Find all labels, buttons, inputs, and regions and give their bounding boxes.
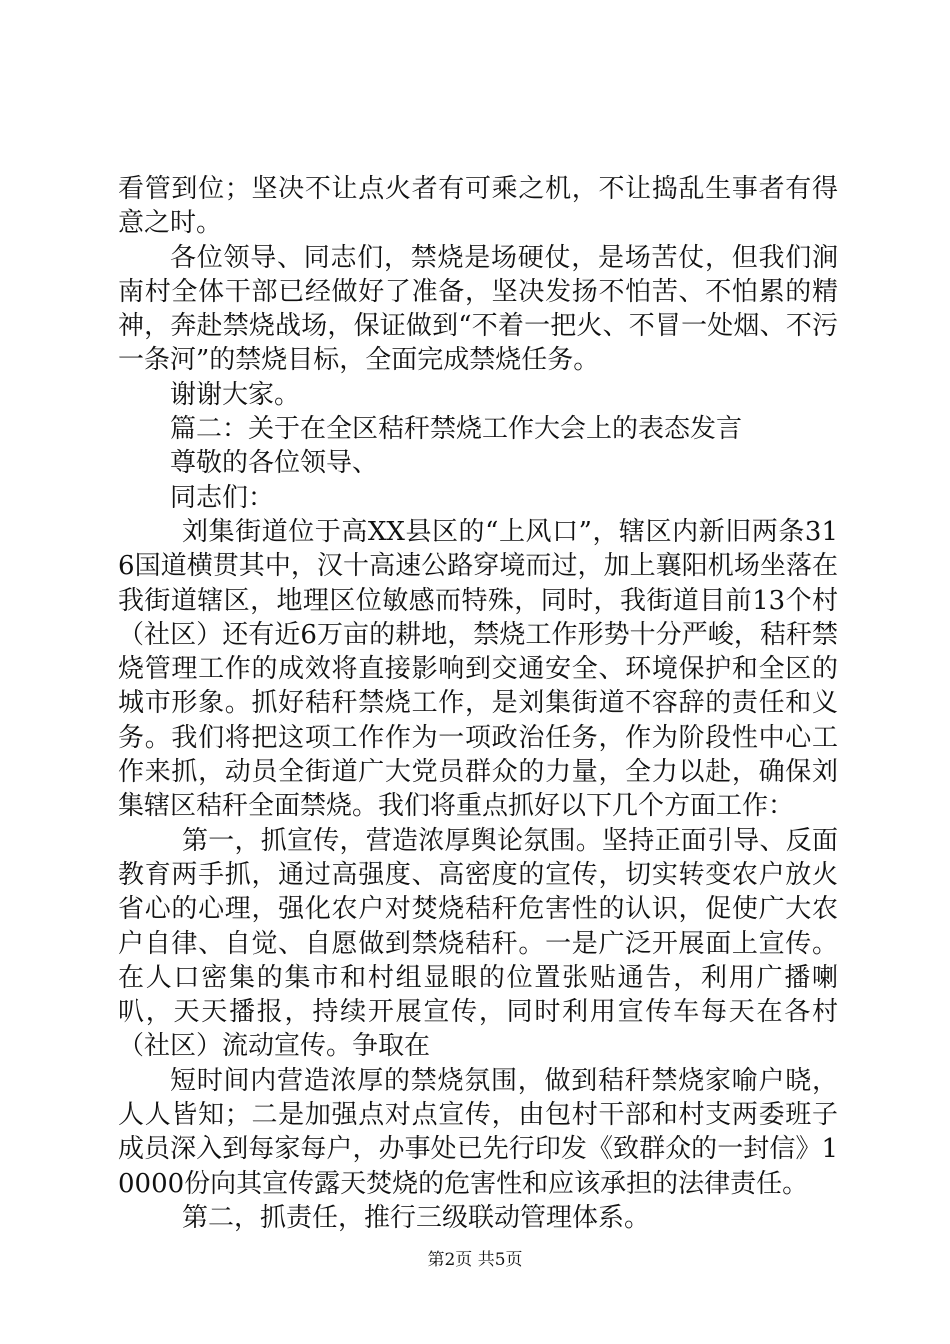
paragraph-introduction: 刘集街道位于高XX县区的“上风口”，辖区内新旧两条316国道横贯其中，汉十高速公路穿境而过，加上襄阳机场坐落在我街道辖区，地理区位敏感而特殊，同时，我街道目前13个村（社区）还有近6万亩的耕地，禁烧工作形势十分严峻，秸秆禁烧管理工作的成效将直接影响到交通安全、环境保护和全区的城市形象。抓好秸秆禁烧工作，是刘集街道不容辞的责任和义务。我们将把这项工作作为一项政治任务，作为阶段性中心工作来抓，动员全街道广大党员群众的力量，全力以赴，确保刘集辖区秸秆全面禁烧。我们将重点抓好以下几个方面工作：: [118, 516, 838, 822]
paragraph-point-one-continued: 短时间内营造浓厚的禁烧氛围，做到秸秆禁烧家喻户晓，人人皆知；二是加强点对点宣传，由包村干部和村支两委班子成员深入到每家每户，办事处已先行印发《致群众的一封信》10000份向其宣传露天焚烧的危害性和应该承担的法律责任。: [118, 1065, 838, 1199]
paragraph-thanks: 谢谢大家。: [170, 379, 301, 410]
paragraph-closing-pledge: 各位领导、同志们，禁烧是场硬仗，是场苦仗，但我们涧南村全体干部已经做好了准备，坚决发扬不怕苦、不怕累的精神，奔赴禁烧战场，保证做到“不着一把火、不冒一处烟、不污一条河”的禁烧目标，全面完成禁烧任务。: [118, 242, 838, 376]
page-number-footer: 第2页 共5页: [427, 1250, 523, 1270]
section-heading: 篇二：关于在全区秸秆禁烧工作大会上的表态发言: [170, 414, 743, 445]
salutation-line-1: 尊敬的各位领导、: [170, 448, 379, 479]
document-body: [118, 172, 838, 1235]
paragraph-continuation: 看管到位；坚决不让点火者有可乘之机，不让捣乱生事者有得意之时。: [118, 174, 838, 239]
salutation-line-2: 同志们：: [170, 482, 275, 513]
paragraph-point-two: 第二，抓责任，推行三级联动管理体系。: [182, 1202, 651, 1233]
paragraph-point-one: 第一，抓宣传，营造浓厚舆论氛围。坚持正面引导、反面教育两手抓，通过高强度、高密度的宣传，切实转变农户放火省心的心理，强化农户对焚烧秸秆危害性的认识，促使广大农户自律、自觉、自愿做到禁烧秸秆。一是广泛开展面上宣传。在人口密集的集市和村组显眼的位置张贴通告，利用广播喇叭，天天播报，持续开展宣传，同时利用宣传车每天在各村（社区）流动宣传。争取在: [118, 825, 838, 1062]
